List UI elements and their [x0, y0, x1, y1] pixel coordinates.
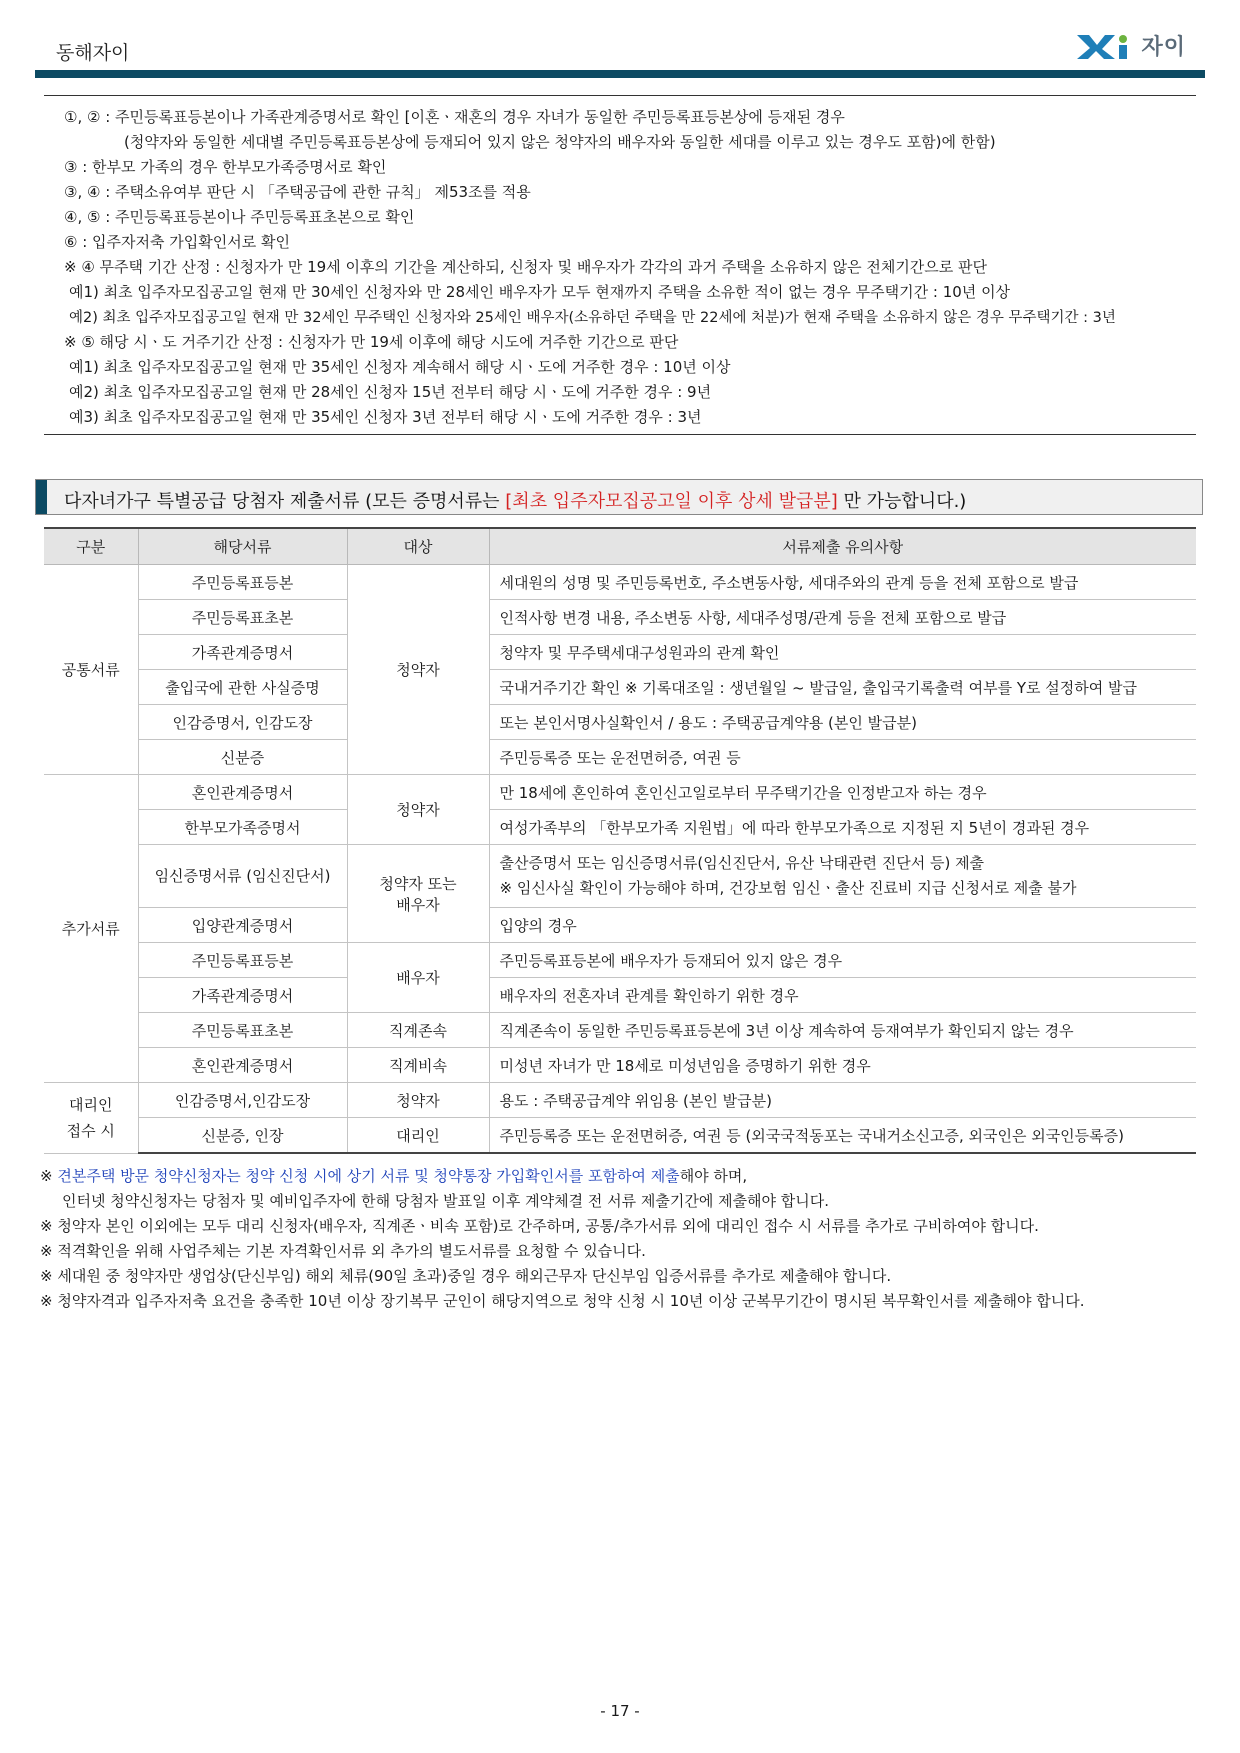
section-title-mark	[36, 480, 47, 514]
page-number: - 17 -	[600, 1702, 640, 1720]
header-category: 구분	[44, 528, 138, 565]
doc-cell: 입양관계증명서	[138, 908, 347, 943]
table-row	[44, 1013, 1196, 1048]
category-extra: 추가서류	[44, 775, 138, 1083]
note-line: 예1) 최초 입주자모집공고일 현재 만 35세인 신청자 계속해서 해당 시ㆍ도에 거주한 경우 : 10년 이상	[69, 358, 731, 376]
target-cell: 직계비속	[347, 1048, 489, 1083]
note-cell: 여성가족부의 「한부모가족 지원법」에 따라 한부모가족으로 지정된 지 5년이 경과된 경우	[489, 810, 1196, 845]
doc-cell: 주민등록표등본	[138, 943, 347, 978]
note-line: 출산증명서 또는 임신증명서류(임신진단서, 유산 낙태관련 진단서 등) 제출	[499, 854, 985, 872]
note-cell: 배우자의 전혼자녀 관계를 확인하기 위한 경우	[489, 978, 1196, 1013]
doc-cell: 신분증	[138, 740, 347, 775]
note-line: 예2) 최초 입주자모집공고일 현재 만 28세인 신청자 15년 전부터 해당 시ㆍ도에 거주한 경우 : 9년	[69, 383, 712, 401]
notes-box	[44, 95, 1196, 435]
category-agent	[44, 1083, 138, 1154]
section-title-highlight: [최초 입주자모집공고일 이후 상세 발급분]	[505, 491, 838, 512]
note-cell: 입양의 경우	[489, 908, 1196, 943]
note-line: ④, ⑤ : 주민등록표등본이나 주민등록표초본으로 확인	[64, 208, 415, 226]
doc-cell: 주민등록표초본	[138, 1013, 347, 1048]
note-line: ③ : 한부모 가족의 경우 한부모가족증명서로 확인	[64, 158, 387, 176]
note-cell	[489, 845, 1196, 908]
footnote-blue-text: 견본주택 방문 청약신청자는 청약 신청 시에 상기 서류 및 청약통장 가입확인서를 포함하여 제출	[57, 1167, 680, 1185]
table-row	[44, 908, 1196, 943]
note-cell: 주민등록표등본에 배우자가 등재되어 있지 않은 경우	[489, 943, 1196, 978]
footnote-1	[40, 1165, 747, 1186]
header-document: 해당서류	[138, 528, 347, 565]
note-line: ⑥ : 입주자저축 가입확인서로 확인	[64, 233, 290, 251]
xi-logo-mark-icon	[1075, 31, 1135, 61]
note-cell: 용도 : 주택공급계약 위임용 (본인 발급분)	[489, 1083, 1196, 1118]
footnote-1-line2: 인터넷 청약신청자는 당첨자 및 예비입주자에 한해 당첨자 발표일 이후 계약체결 전 서류 제출기간에 제출해야 합니다.	[62, 1192, 830, 1210]
note-cell: 주민등록증 또는 운전면허증, 여권 등	[489, 740, 1196, 775]
footnote-3: ※ 적격확인을 위해 사업주체는 기본 자격확인서류 외 추가의 별도서류를 요청할 수 있습니다.	[40, 1242, 646, 1260]
doc-cell: 주민등록표등본	[138, 565, 347, 600]
note-cell: 또는 본인서명사실확인서 / 용도 : 주택공급계약용 (본인 발급분)	[489, 705, 1196, 740]
section-title-post: 만 가능합니다.)	[837, 491, 967, 512]
table-row	[44, 565, 1196, 600]
doc-cell: 주민등록표초본	[138, 600, 347, 635]
table-row	[44, 1048, 1196, 1083]
document-header-title: 동해자이	[56, 42, 130, 64]
table-row	[44, 810, 1196, 845]
header-target: 대상	[347, 528, 489, 565]
note-line: 예1) 최초 입주자모집공고일 현재 만 30세인 신청자와 만 28세인 배우자가 모두 현재까지 주택을 소유한 적이 없는 경우 무주택기간 : 10년 이상	[69, 283, 1011, 301]
xi-logo	[1075, 30, 1186, 61]
note-cell: 세대원의 성명 및 주민등록번호, 주소변동사항, 세대주와의 관계 등을 전체 포함으로 발급	[489, 565, 1196, 600]
section-title-text	[64, 487, 966, 513]
note-line: ※ ④ 무주택 기간 산정 : 신청자가 만 19세 이후의 기간을 계산하되, 신청자 및 배우자가 각각의 과거 주택을 소유하지 않은 전체기간으로 판단	[64, 258, 988, 276]
target-cell: 배우자	[347, 943, 489, 1013]
category-agent-line: 접수 시	[66, 1121, 115, 1140]
table-row	[44, 705, 1196, 740]
table-row	[44, 1083, 1196, 1118]
documents-table	[44, 527, 1196, 1154]
note-line: ※ 임신사실 확인이 가능해야 하며, 건강보험 임신ㆍ출산 진료비 지급 신청서로 제출 불가	[499, 879, 1077, 897]
note-cell: 미성년 자녀가 만 18세로 미성년임을 증명하기 위한 경우	[489, 1048, 1196, 1083]
note-line: ①, ② : 주민등록표등본이나 가족관계증명서로 확인 [이혼ㆍ재혼의 경우 자녀가 동일한 주민등록표등본상에 등재된 경우	[64, 108, 845, 126]
footnote-4: ※ 세대원 중 청약자만 생업상(단신부임) 해외 체류(90일 초과)중일 경우 해외근무자 단신부임 입증서류를 추가로 제출해야 합니다.	[40, 1267, 892, 1285]
logo-text: 자이	[1141, 35, 1186, 60]
target-line: 청약자 또는	[379, 874, 457, 893]
target-cell: 직계존속	[347, 1013, 489, 1048]
header-bar	[35, 70, 1205, 78]
table-row	[44, 740, 1196, 775]
target-cell: 청약자	[347, 1083, 489, 1118]
doc-cell: 인감증명서, 인감도장	[138, 705, 347, 740]
note-line: (청약자와 동일한 세대별 주민등록표등본상에 등재되어 있지 않은 청약자의 배우자와 동일한 세대를 이루고 있는 경우도 포함)에 한함)	[124, 133, 996, 151]
doc-cell: 혼인관계증명서	[138, 1048, 347, 1083]
section-title-pre: 다자녀가구 특별공급 당첨자 제출서류 (모든 증명서류는	[64, 491, 506, 512]
target-cell: 청약자	[347, 565, 489, 775]
note-cell: 국내거주기간 확인 ※ 기록대조일 : 생년월일 ~ 발급일, 출입국기록출력 여부를 Y로 설정하여 발급	[489, 670, 1196, 705]
target-cell: 대리인	[347, 1118, 489, 1154]
note-line: 예3) 최초 입주자모집공고일 현재 만 35세인 신청자 3년 전부터 해당 시ㆍ도에 거주한 경우 : 3년	[69, 408, 702, 426]
table-row	[44, 978, 1196, 1013]
target-line: 배우자	[396, 895, 440, 914]
target-cell	[347, 845, 489, 943]
table-row	[44, 943, 1196, 978]
table-row	[44, 775, 1196, 810]
note-cell: 인적사항 변경 내용, 주소변동 사항, 세대주성명/관계 등을 전체 포함으로 발급	[489, 600, 1196, 635]
doc-cell: 혼인관계증명서	[138, 775, 347, 810]
doc-cell: 한부모가족증명서	[138, 810, 347, 845]
category-agent-line: 대리인	[69, 1095, 113, 1114]
note-line: ③, ④ : 주택소유여부 판단 시 「주택공급에 관한 규칙」 제53조를 적용	[64, 183, 531, 201]
table-row	[44, 845, 1196, 908]
doc-cell: 출입국에 관한 사실증명	[138, 670, 347, 705]
table-header-row	[44, 528, 1196, 565]
header-notes: 서류제출 유의사항	[489, 528, 1196, 565]
table-row	[44, 600, 1196, 635]
target-cell: 청약자	[347, 775, 489, 845]
doc-cell: 가족관계증명서	[138, 978, 347, 1013]
note-line: 예2) 최초 입주자모집공고일 현재 만 32세인 무주택인 신청자와 25세인 배우자(소유하던 주택을 만 22세에 처분)가 현재 주택을 소유하지 않은 경우 무주택기간 : 3년	[69, 310, 1116, 326]
footnote-2: ※ 청약자 본인 이외에는 모두 대리 신청자(배우자, 직계존ㆍ비속 포함)로 간주하며, 공통/추가서류 외에 대리인 접수 시 서류를 추가로 구비하여야 합니다.	[40, 1217, 1039, 1235]
note-cell: 청약자 및 무주택세대구성원과의 관계 확인	[489, 635, 1196, 670]
table-row	[44, 1118, 1196, 1154]
footnote-5: ※ 청약자격과 입주자저축 요건을 충족한 10년 이상 장기복무 군인이 해당지역으로 청약 신청 시 10년 이상 군복무기간이 명시된 복무확인서를 제출해야 합니다.	[40, 1292, 1085, 1310]
footnote-mark: ※	[40, 1167, 58, 1185]
footnote-text: 해야 하며,	[679, 1167, 748, 1185]
doc-cell: 임신증명서류 (임신진단서)	[138, 845, 347, 908]
note-cell: 직계존속이 동일한 주민등록표등본에 3년 이상 계속하여 등재여부가 확인되지 않는 경우	[489, 1013, 1196, 1048]
note-cell: 만 18세에 혼인하여 혼인신고일로부터 무주택기간을 인정받고자 하는 경우	[489, 775, 1196, 810]
table-row	[44, 670, 1196, 705]
doc-cell: 인감증명서,인감도장	[138, 1083, 347, 1118]
note-cell: 주민등록증 또는 운전면허증, 여권 등 (외국국적동포는 국내거소신고증, 외국인은 외국인등록증)	[489, 1118, 1196, 1154]
section-title	[35, 479, 1203, 515]
note-line: ※ ⑤ 해당 시ㆍ도 거주기간 산정 : 신청자가 만 19세 이후에 해당 시도에 거주한 기간으로 판단	[64, 333, 679, 351]
doc-cell: 신분증, 인장	[138, 1118, 347, 1154]
doc-cell: 가족관계증명서	[138, 635, 347, 670]
category-common: 공통서류	[44, 565, 138, 775]
table-row	[44, 635, 1196, 670]
